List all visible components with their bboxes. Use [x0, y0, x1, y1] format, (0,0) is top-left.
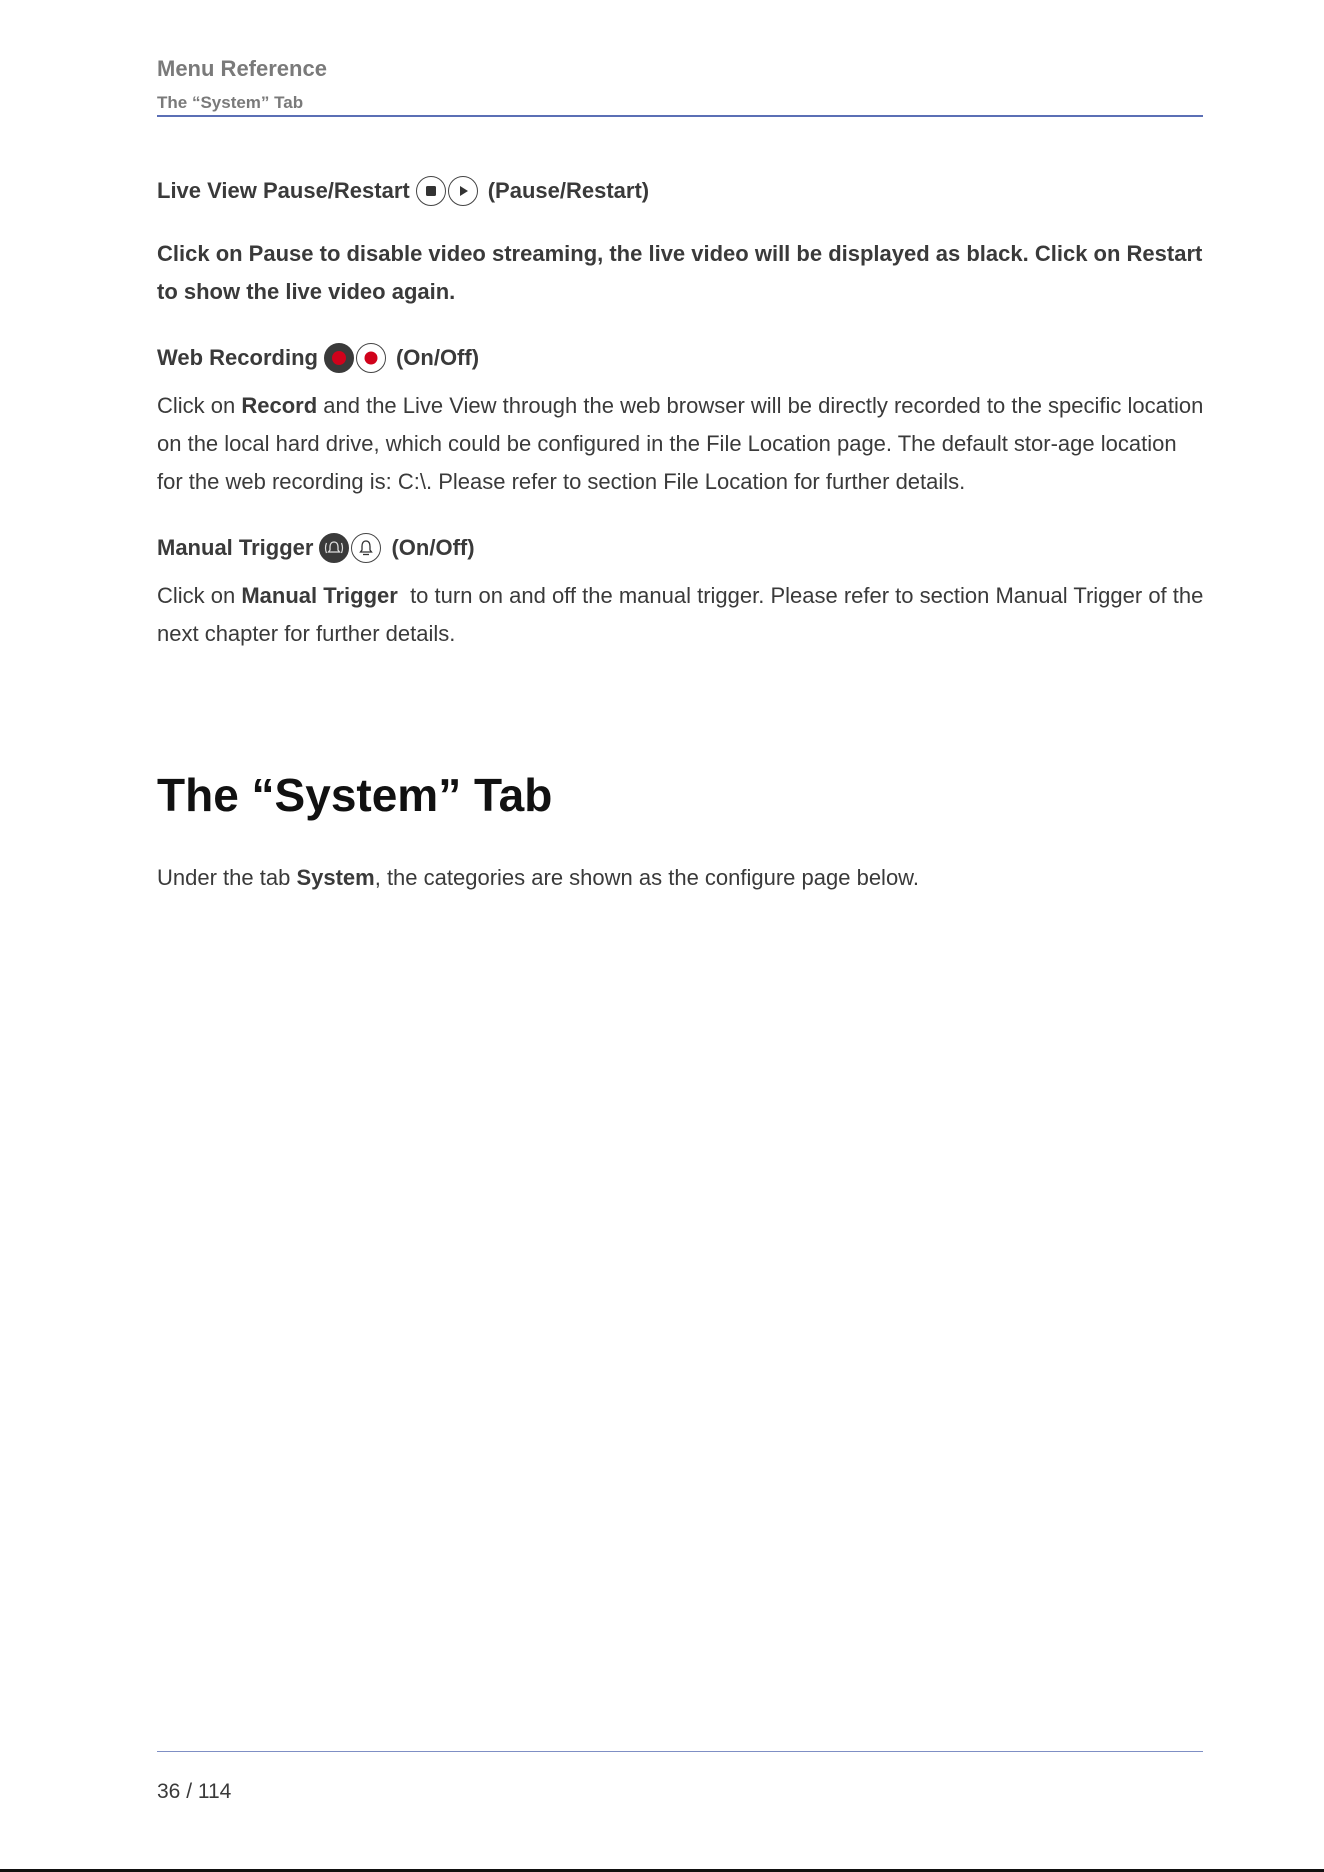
web-recording-suffix: (On/Off) [395, 345, 480, 370]
manual-trigger-suffix: (On/Off) [391, 535, 475, 560]
header-rule [157, 115, 1203, 117]
page-number: 36 / 114 [157, 1780, 232, 1803]
live-view-description: Click on Pause to disable video streaming, the live video will be displayed as black. Click on Restart to show the live video again. [157, 241, 1203, 304]
manual-trigger-desc-post: to turn on and off the manual trigger. Please refer to section Manual Trigger of the next chapter for further details. [157, 583, 1210, 646]
web-recording-icons [324, 343, 388, 373]
alarm-bell-on-icon [319, 533, 349, 563]
web-recording-desc-bold: Record [241, 393, 318, 418]
live-view-suffix: (Pause/Restart) [487, 178, 650, 203]
record-off-icon [356, 343, 386, 373]
header-subsection-title: The “System” Tab [157, 93, 304, 112]
record-on-icon [324, 343, 354, 373]
footer-rule [157, 1751, 1203, 1752]
web-recording-heading [157, 343, 479, 373]
live-view-icons [416, 176, 480, 206]
play-icon [448, 176, 478, 206]
web-recording-description [157, 387, 1205, 501]
manual-trigger-heading [157, 533, 475, 563]
manual-trigger-desc-pre: Click on [157, 583, 242, 608]
system-tab-desc-bold: System [296, 865, 375, 890]
system-tab-heading: The “System” Tab [157, 769, 553, 821]
manual-trigger-icons [319, 533, 383, 563]
manual-trigger-title: Manual Trigger [157, 535, 314, 560]
web-recording-title: Web Recording [157, 345, 318, 370]
live-view-heading [157, 176, 649, 206]
web-recording-desc-post: and the Live View through the web browser will be directly recorded to the specific location on the local hard drive, which could be configured in the File Location page. The default stor-age location for the web recording is: C:\. Please refer to section File Location for further details. [157, 393, 1204, 494]
system-tab-description [157, 859, 1205, 897]
header-section-title: Menu Reference [157, 56, 327, 81]
system-tab-desc-post: , the categories are shown as the configure page below. [374, 865, 919, 890]
manual-trigger-desc-bold: Manual Trigger [241, 583, 398, 608]
stop-icon [416, 176, 446, 206]
alarm-bell-off-icon [351, 533, 381, 563]
live-view-title: Live View Pause/Restart [157, 178, 410, 203]
manual-trigger-description [157, 577, 1210, 653]
web-recording-desc-pre: Click on [157, 393, 242, 418]
system-tab-desc-pre: Under the tab [157, 865, 297, 890]
